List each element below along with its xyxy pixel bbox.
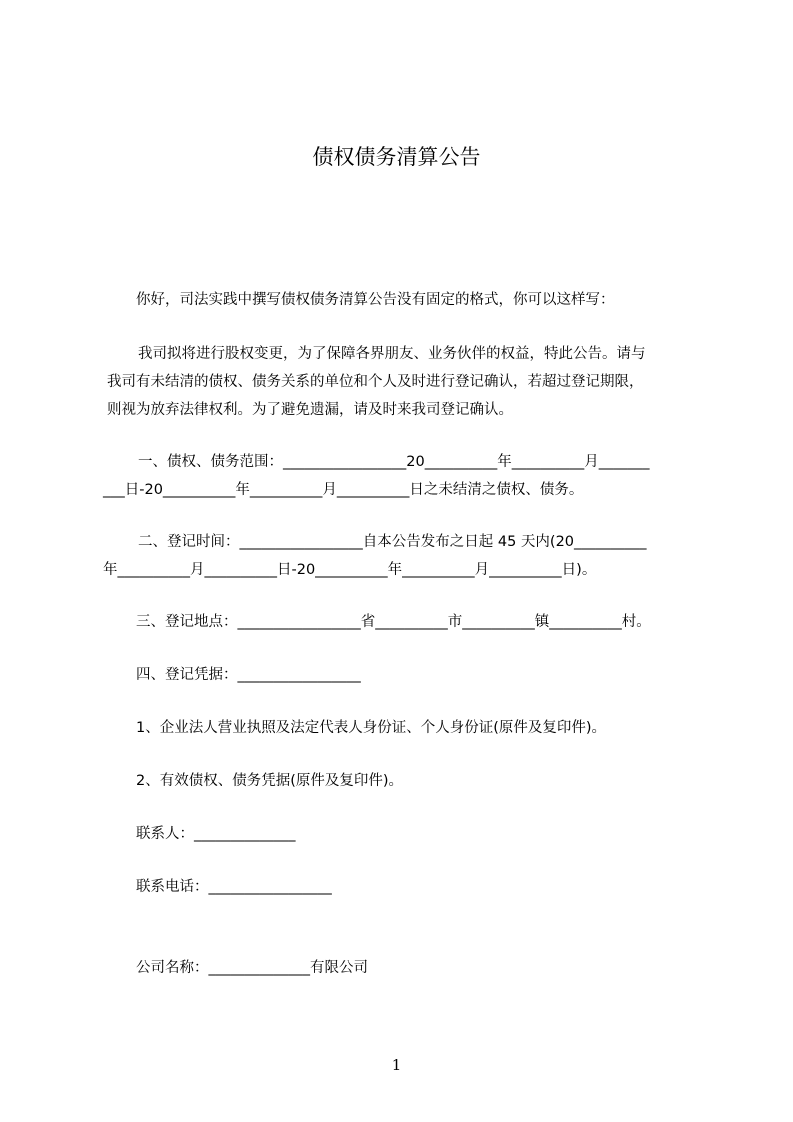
proof-item-1: 1、企业法人营业执照及法定代表人身份证、个人身份证(原件及复印件)。	[136, 720, 607, 736]
announcement-line-2: 我司有未结清的债权、债务关系的单位和个人及时进行登记确认，若超过登记期限，	[107, 374, 644, 390]
contact-person: 联系人：______________	[136, 826, 296, 842]
registration-time-line-1: 二、登记时间：_________________自本公告发布之日起 45 天内(20__________	[138, 534, 647, 550]
registration-proof: 四、登记凭据：_________________	[136, 667, 361, 683]
page-number: 1	[391, 1056, 402, 1074]
scope-line-1: 一、债权、债务范围：_________________20__________年__________月_______	[138, 454, 650, 470]
announcement-line-1: 我司拟将进行股权变更，为了保障各界朋友、业务伙伴的权益，特此公告。请与	[138, 346, 646, 362]
proof-item-2: 2、有效债权、债务凭据(原件及复印件)。	[136, 773, 404, 789]
document-title: 债权债务清算公告	[312, 145, 481, 169]
registration-place: 三、登记地点：_________________省__________市__________镇__________村。	[136, 614, 651, 630]
company-name: 公司名称：______________有限公司	[136, 960, 368, 976]
scope-line-2: ___日-20__________年__________月__________日之未结清之债权、债务。	[103, 482, 584, 498]
announcement-line-3: 则视为放弃法律权利。为了避免遗漏，请及时来我司登记确认。	[107, 402, 513, 418]
intro-paragraph: 你好，司法实践中撰写债权债务清算公告没有固定的格式，你可以这样写：	[136, 292, 615, 308]
contact-phone: 联系电话：_________________	[136, 879, 332, 895]
registration-time-line-2: 年__________月__________日-20__________年__________月__________日)。	[103, 562, 597, 578]
